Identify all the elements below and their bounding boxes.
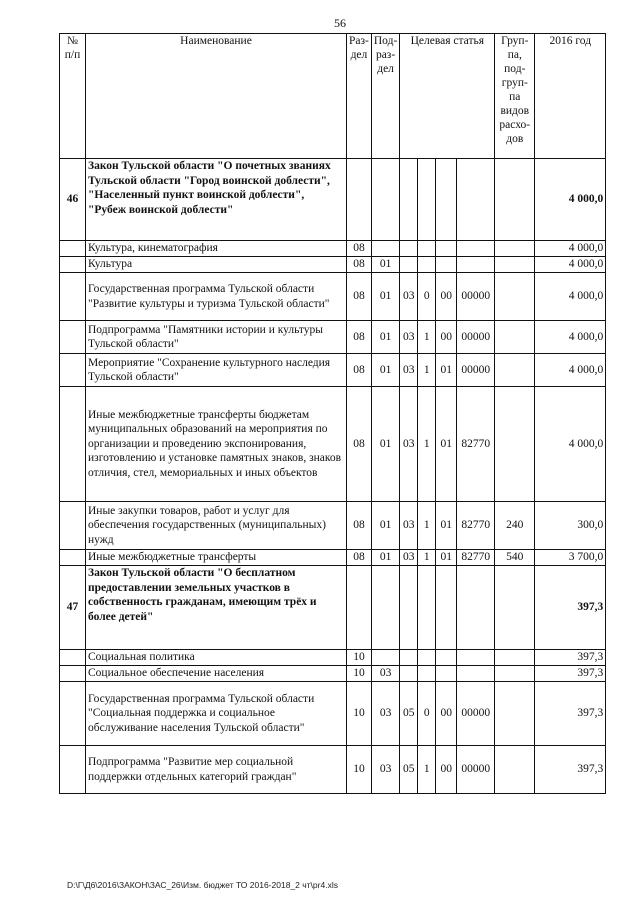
row-target-event: 00 xyxy=(436,273,457,321)
row-target-program xyxy=(400,241,418,257)
row-section: 10 xyxy=(347,746,372,794)
row-number xyxy=(60,502,86,550)
row-amount: 397,3 xyxy=(535,746,606,794)
table-row xyxy=(60,257,606,273)
row-subsection: 01 xyxy=(371,502,399,550)
row-target-event xyxy=(436,257,457,273)
row-expense-group xyxy=(495,273,535,321)
row-expense-group xyxy=(495,666,535,682)
row-expense-group xyxy=(495,566,535,650)
row-target-direction: 00000 xyxy=(457,321,495,354)
table-row xyxy=(60,354,606,387)
row-expense-group xyxy=(495,321,535,354)
row-section: 10 xyxy=(347,682,372,746)
table-row xyxy=(60,666,606,682)
row-section: 08 xyxy=(347,550,372,566)
row-target-direction xyxy=(457,257,495,273)
header-target-article: Целевая статья xyxy=(400,34,495,159)
row-subsection: 03 xyxy=(371,682,399,746)
row-target-direction: 82770 xyxy=(457,387,495,502)
table-row xyxy=(60,321,606,354)
row-subsection xyxy=(371,159,399,241)
row-target-subprogram xyxy=(418,650,436,666)
row-amount: 4 000,0 xyxy=(535,387,606,502)
row-target-event xyxy=(436,650,457,666)
row-amount: 4 000,0 xyxy=(535,241,606,257)
table-row xyxy=(60,387,606,502)
row-section: 10 xyxy=(347,666,372,682)
row-target-program xyxy=(400,650,418,666)
row-name: Культура, кинематография xyxy=(86,241,347,257)
row-amount: 397,3 xyxy=(535,566,606,650)
row-number xyxy=(60,550,86,566)
table-row xyxy=(60,650,606,666)
row-target-direction xyxy=(457,241,495,257)
row-subsection: 01 xyxy=(371,321,399,354)
row-amount: 3 700,0 xyxy=(535,550,606,566)
table-header-row xyxy=(60,34,606,159)
row-name: Закон Тульской области "О почетных званиях Тульской области "Город воинской доблести", "Населенный пункт воинской доблести", "Рубеж воинской доблести" xyxy=(86,159,347,241)
row-target-direction: 82770 xyxy=(457,550,495,566)
row-target-subprogram: 0 xyxy=(418,682,436,746)
row-number xyxy=(60,746,86,794)
row-number xyxy=(60,650,86,666)
row-target-direction: 82770 xyxy=(457,502,495,550)
row-target-subprogram: 1 xyxy=(418,502,436,550)
row-target-event xyxy=(436,241,457,257)
row-target-event: 01 xyxy=(436,550,457,566)
row-expense-group xyxy=(495,159,535,241)
row-number xyxy=(60,321,86,354)
row-target-subprogram xyxy=(418,159,436,241)
row-number xyxy=(60,257,86,273)
row-target-program: 05 xyxy=(400,746,418,794)
row-target-direction xyxy=(457,566,495,650)
header-name: Наименование xyxy=(86,34,347,159)
budget-table xyxy=(59,33,606,794)
header-year: 2016 год xyxy=(535,34,606,159)
row-subsection: 01 xyxy=(371,273,399,321)
row-amount: 4 000,0 xyxy=(535,159,606,241)
row-target-subprogram xyxy=(418,566,436,650)
row-target-subprogram xyxy=(418,241,436,257)
header-subsection: Под-раз-дел xyxy=(371,34,399,159)
row-expense-group xyxy=(495,387,535,502)
row-target-program xyxy=(400,666,418,682)
row-subsection xyxy=(371,566,399,650)
row-subsection: 01 xyxy=(371,257,399,273)
row-target-subprogram xyxy=(418,666,436,682)
row-amount: 4 000,0 xyxy=(535,257,606,273)
row-target-event xyxy=(436,666,457,682)
row-name: Иные закупки товаров, работ и услуг для обеспечения государственных (муниципальных) нужд xyxy=(86,502,347,550)
row-target-event xyxy=(436,566,457,650)
row-target-program: 03 xyxy=(400,321,418,354)
row-target-subprogram xyxy=(418,257,436,273)
row-expense-group xyxy=(495,354,535,387)
row-target-event: 01 xyxy=(436,387,457,502)
row-target-subprogram: 1 xyxy=(418,550,436,566)
row-target-direction xyxy=(457,159,495,241)
row-amount: 397,3 xyxy=(535,650,606,666)
row-name: Государственная программа Тульской области "Социальная поддержка и социальное обслуживание населения Тульской области" xyxy=(86,682,347,746)
row-target-subprogram: 1 xyxy=(418,746,436,794)
row-expense-group xyxy=(495,257,535,273)
row-name: Подпрограмма "Памятники истории и культуры Тульской области" xyxy=(86,321,347,354)
row-target-program: 05 xyxy=(400,682,418,746)
row-expense-group xyxy=(495,650,535,666)
row-section: 08 xyxy=(347,502,372,550)
row-target-program: 03 xyxy=(400,273,418,321)
table-row xyxy=(60,502,606,550)
row-number: 46 xyxy=(60,159,86,241)
row-target-program: 03 xyxy=(400,550,418,566)
row-section: 10 xyxy=(347,650,372,666)
row-target-program xyxy=(400,566,418,650)
row-amount: 300,0 xyxy=(535,502,606,550)
row-subsection: 03 xyxy=(371,666,399,682)
row-target-event: 00 xyxy=(436,682,457,746)
table-row xyxy=(60,241,606,257)
row-target-direction: 00000 xyxy=(457,682,495,746)
row-number xyxy=(60,354,86,387)
row-section: 08 xyxy=(347,387,372,502)
row-target-subprogram: 0 xyxy=(418,273,436,321)
row-target-event xyxy=(436,159,457,241)
row-target-program: 03 xyxy=(400,502,418,550)
row-target-event: 00 xyxy=(436,321,457,354)
row-number xyxy=(60,273,86,321)
row-section: 08 xyxy=(347,257,372,273)
row-name: Мероприятие "Сохранение культурного наследия Тульской области" xyxy=(86,354,347,387)
row-section xyxy=(347,566,372,650)
row-target-direction: 00000 xyxy=(457,273,495,321)
row-amount: 4 000,0 xyxy=(535,273,606,321)
row-name: Иные межбюджетные трансферты xyxy=(86,550,347,566)
row-name: Подпрограмма "Развитие мер социальной поддержки отдельных категорий граждан" xyxy=(86,746,347,794)
row-target-direction xyxy=(457,666,495,682)
row-subsection xyxy=(371,650,399,666)
row-target-event: 00 xyxy=(436,746,457,794)
row-expense-group: 240 xyxy=(495,502,535,550)
header-section: Раз-дел xyxy=(347,34,372,159)
row-target-event: 01 xyxy=(436,502,457,550)
row-expense-group xyxy=(495,241,535,257)
row-section: 08 xyxy=(347,354,372,387)
row-number xyxy=(60,666,86,682)
table-row xyxy=(60,159,606,241)
row-number: 47 xyxy=(60,566,86,650)
row-name: Культура xyxy=(86,257,347,273)
row-name: Социальная политика xyxy=(86,650,347,666)
page-number: 56 xyxy=(334,16,346,30)
row-target-program xyxy=(400,159,418,241)
row-expense-group: 540 xyxy=(495,550,535,566)
table-row xyxy=(60,273,606,321)
row-target-subprogram: 1 xyxy=(418,387,436,502)
row-section xyxy=(347,159,372,241)
row-target-direction: 00000 xyxy=(457,354,495,387)
header-expense-group: Груп-па, под-груп-па видов расхо-дов xyxy=(495,34,535,159)
row-target-direction: 00000 xyxy=(457,746,495,794)
row-name: Социальное обеспечение населения xyxy=(86,666,347,682)
row-number xyxy=(60,241,86,257)
table-row xyxy=(60,682,606,746)
row-subsection: 01 xyxy=(371,354,399,387)
table-row xyxy=(60,746,606,794)
row-target-program: 03 xyxy=(400,354,418,387)
row-target-event: 01 xyxy=(436,354,457,387)
row-target-direction xyxy=(457,650,495,666)
row-number xyxy=(60,387,86,502)
row-section: 08 xyxy=(347,321,372,354)
row-amount: 4 000,0 xyxy=(535,354,606,387)
row-target-program xyxy=(400,257,418,273)
row-amount: 4 000,0 xyxy=(535,321,606,354)
table-row xyxy=(60,550,606,566)
row-subsection: 01 xyxy=(371,550,399,566)
row-target-subprogram: 1 xyxy=(418,321,436,354)
row-section: 08 xyxy=(347,241,372,257)
row-name: Закон Тульской области "О бесплатном предоставлении земельных участков в собственность гражданам, имеющим трёх и более детей" xyxy=(86,566,347,650)
file-path-footer: D:\Г\Д6\2016\ЗАКОН\ЗАС_26\Изм. бюджет ТО 2016-2018_2 чт\pr4.xls xyxy=(67,880,338,890)
row-subsection: 03 xyxy=(371,746,399,794)
row-amount: 397,3 xyxy=(535,666,606,682)
row-target-subprogram: 1 xyxy=(418,354,436,387)
row-subsection: 01 xyxy=(371,387,399,502)
row-number xyxy=(60,682,86,746)
row-name: Иные межбюджетные трансферты бюджетам муниципальных образований на мероприятия по организации и проведению экспонирования, изготовлению и установке памятных знаков, знаков отличия, стел, мемориальных и иных объектов xyxy=(86,387,347,502)
row-expense-group xyxy=(495,682,535,746)
row-expense-group xyxy=(495,746,535,794)
row-section: 08 xyxy=(347,273,372,321)
header-number: № п/п xyxy=(60,34,86,159)
row-subsection xyxy=(371,241,399,257)
row-target-program: 03 xyxy=(400,387,418,502)
row-name: Государственная программа Тульской области "Развитие культуры и туризма Тульской области" xyxy=(86,273,347,321)
table-row xyxy=(60,566,606,650)
row-amount: 397,3 xyxy=(535,682,606,746)
